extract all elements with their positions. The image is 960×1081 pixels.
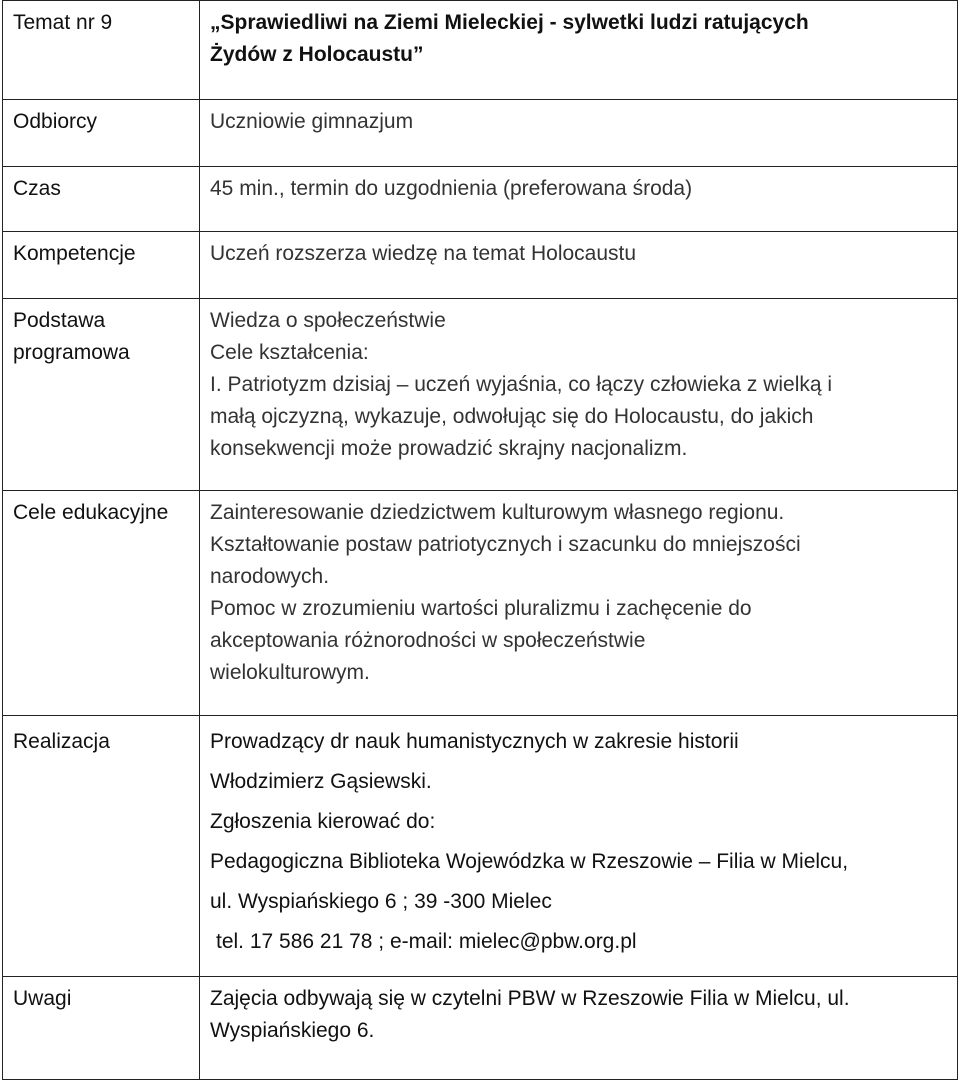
table-row xyxy=(3,299,958,491)
educational-goals-value: Zainteresowanie dziedzictwem kulturowym własnego regionu. Kształtowanie postaw patriotycznych i szacunku do mniejszości narodowych. Pomoc w zrozumieniu wartości pluralizmu i zachęcenie do akceptowania różnorodności w społeczeństwie wielokulturowym. xyxy=(200,491,958,716)
row-label-podstawa: Podstawa programowa xyxy=(3,299,200,491)
row-label-czas: Czas xyxy=(3,167,200,232)
table-row xyxy=(3,100,958,167)
table-row xyxy=(3,977,958,1080)
table-row xyxy=(3,167,958,232)
time-value: 45 min., termin do uzgodnienia (preferowana środa) xyxy=(200,167,958,232)
row-label-cele: Cele edukacyjne xyxy=(3,491,200,716)
row-label-uwagi: Uwagi xyxy=(3,977,200,1080)
table-row xyxy=(3,1,958,100)
lesson-info-table xyxy=(2,0,958,1080)
table-row xyxy=(3,491,958,716)
audience-value: Uczniowie gimnazjum xyxy=(200,100,958,167)
implementation-value: Prowadzący dr nauk humanistycznych w zakresie historii Włodzimierz Gąsiewski. Zgłoszenia kierować do: Pedagogiczna Biblioteka Wojewódzka w Rzeszowie – Filia w Mielcu, ul. Wyspiańskiego 6 ; 39 -300 Mielec tel. 17 586 21 78 ; e-mail: mielec@pbw.org.pl xyxy=(200,716,958,977)
notes-value: Zajęcia odbywają się w czytelni PBW w Rzeszowie Filia w Mielcu, ul. Wyspiańskiego 6. xyxy=(200,977,958,1080)
row-label-odbiorcy: Odbiorcy xyxy=(3,100,200,167)
table-row xyxy=(3,232,958,299)
table-row xyxy=(3,716,958,977)
topic-title: „Sprawiedliwi na Ziemi Mieleckiej - sylwetki ludzi ratujących Żydów z Holocaustu” xyxy=(200,1,958,100)
row-label-temat: Temat nr 9 xyxy=(3,1,200,100)
competencies-value: Uczeń rozszerza wiedzę na temat Holocaustu xyxy=(200,232,958,299)
row-label-realizacja: Realizacja xyxy=(3,716,200,977)
contact-line: tel. 17 586 21 78 ; e-mail: mielec@pbw.org.pl xyxy=(216,930,637,953)
row-label-kompetencje: Kompetencje xyxy=(3,232,200,299)
curriculum-value: Wiedza o społeczeństwie Cele kształcenia: I. Patriotyzm dzisiaj – uczeń wyjaśnia, co łączy człowieka z wielką i małą ojczyzną, wykazuje, odwołując się do Holocaustu, do jakich konsekwencji może prowadzić skrajny nacjonalizm. xyxy=(200,299,958,491)
